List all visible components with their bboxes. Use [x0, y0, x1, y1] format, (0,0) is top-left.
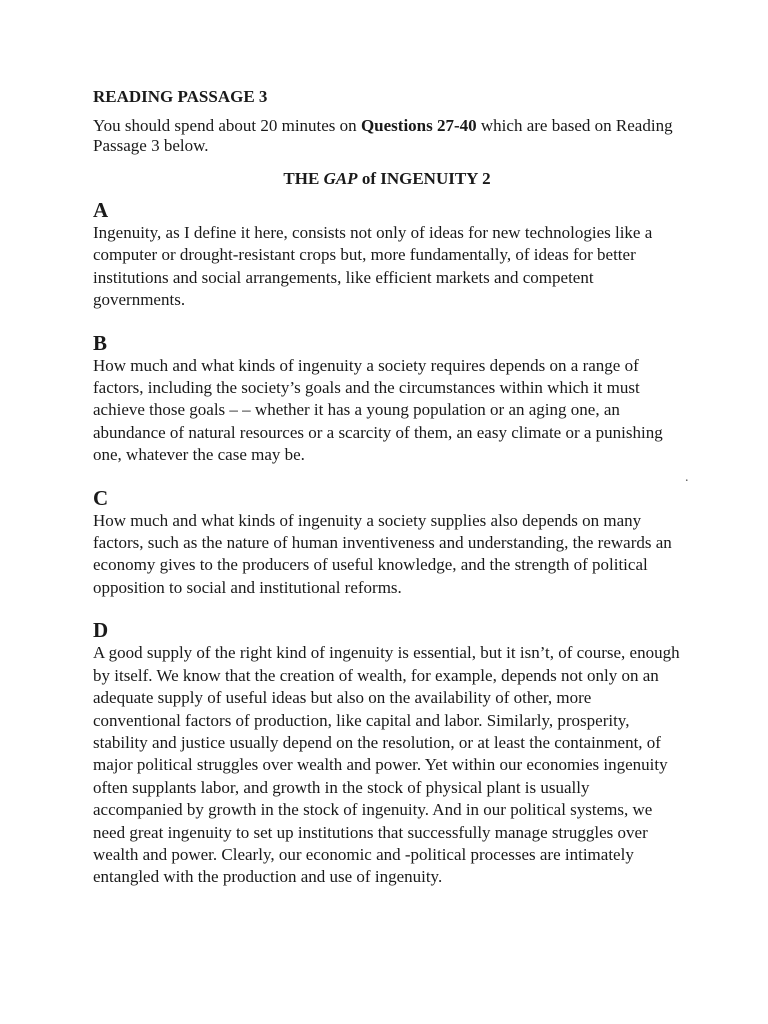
passage-label: READING PASSAGE 3 [93, 87, 268, 106]
section-text: Ingenuity, as I define it here, consists not only of ideas for new technologies like a computer or drought-resistant crops but, more fundamentally, of ideas for better institutions and social arrangements, like efficient markets and competent governments. [93, 223, 653, 310]
section-b [93, 331, 681, 467]
section-letter: C [93, 485, 109, 510]
section-letter: A [93, 198, 109, 222]
passage-title [93, 168, 681, 190]
title-italic: GAP [323, 169, 358, 188]
title-after: of INGENUITY 2 [357, 169, 491, 188]
instructions [93, 116, 681, 156]
instructions-after: which are based on Reading Passage 3 below. [93, 116, 673, 155]
section-text: How much and what kinds of ingenuity a society requires depends on a range of factors, including the society’s goals and the circumstances within which it must achieve those goals – – whether it has a young population or an aging one, an abundance of natural resources or a scarcity of them, an easy climate or a punishing one, whatever the case may be. [93, 355, 663, 465]
title-before: THE [283, 169, 324, 188]
section-a [93, 198, 681, 312]
section-d [93, 618, 681, 888]
document-page [93, 86, 681, 889]
stray-mark: . [685, 470, 689, 485]
section-text: How much and what kinds of ingenuity a society supplies also depends on many factors, such as the nature of human inventiveness and understanding, the rewards an economy gives to the producers of useful knowledge, and the strength of political opposition to social and institutional reforms. [93, 510, 672, 597]
section-text: A good supply of the right kind of ingenuity is essential, but it isn’t, of course, enough by itself. We know that the creation of wealth, for example, depends not only on an adequate supply of useful ideas but also on the availability of other, more conventional factors of production, like capital and labor. Similarly, prosperity, stability and justice usually depend on the resolution, or at least the containment, of major political struggles over wealth and power. Yet within our economies ingenuity often supplants labor, and growth in the stock of physical plant is usually accompanied by growth in the stock of ingenuity. And in our political systems, we need great ingenuity to set up institutions that successfully manage struggles over wealth and power. Clearly, our economic and -political processes are intimately entangled with the production and use of ingenuity. [93, 643, 680, 887]
section-letter: D [93, 618, 109, 643]
instructions-before: You should spend about 20 minutes on [93, 116, 361, 135]
section-letter: B [93, 330, 108, 355]
section-c [93, 486, 681, 600]
instructions-questions: Questions 27-40 [360, 116, 477, 135]
